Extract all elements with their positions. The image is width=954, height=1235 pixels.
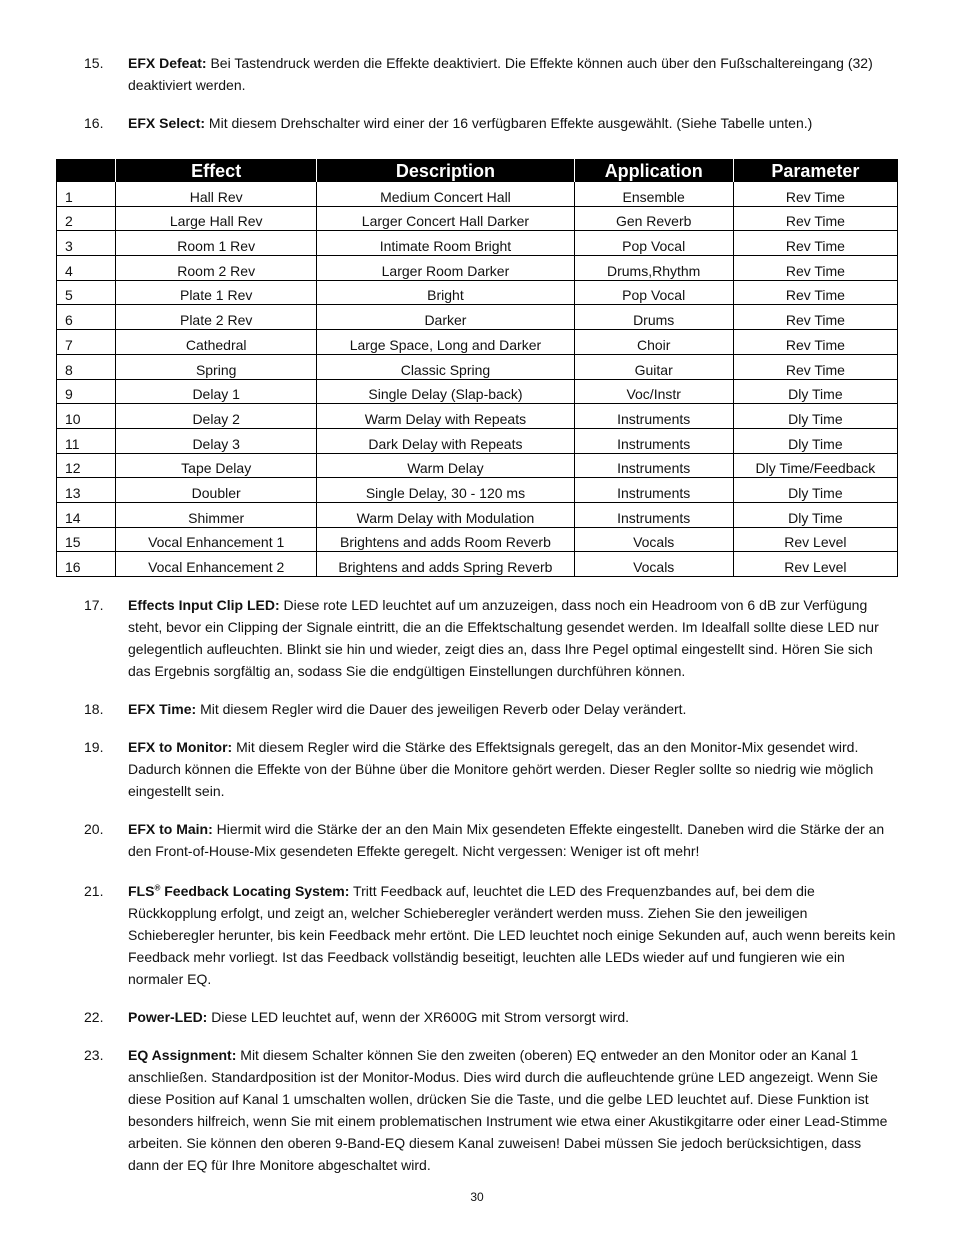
page-number: 30 <box>470 1190 484 1204</box>
parameter-cell: Dly Time <box>733 428 897 453</box>
parameter-cell: Rev Time <box>733 354 897 379</box>
effect-cell: Delay 3 <box>116 428 317 453</box>
item-text <box>128 594 896 682</box>
table-row <box>57 527 898 552</box>
effect-cell: Shimmer <box>116 502 317 527</box>
description-cell: Intimate Room Bright <box>317 231 574 256</box>
parameter-cell: Rev Time <box>733 231 897 256</box>
item-body: Mit diesem Regler wird die Stärke des Effektsignals geregelt, das an den Monitor-Mix gesendet wird. Dadurch können die Effekte von der Bühne über die Monitore gehört werden. Dieser Regler sollte so niedrig wie möglich eingestellt sein. <box>128 739 874 799</box>
table-row <box>57 453 898 478</box>
description-cell: Dark Delay with Repeats <box>317 428 574 453</box>
effect-cell: Room 2 Rev <box>116 256 317 281</box>
item-number: 22. <box>84 1009 104 1025</box>
item-body: Diese LED leuchtet auf, wenn der XR600G mit Strom versorgt wird. <box>207 1009 630 1025</box>
item-body: Hiermit wird die Stärke der an den Main Mix gesendeten Effekte eingestellt. Daneben wird die Stärke der an den Front-of-House-Mix gesendeten Effekte geregelt. Nicht vergessen: Weniger ist oft mehr! <box>128 821 885 859</box>
table-row <box>57 305 898 330</box>
application-cell: Instruments <box>574 478 733 503</box>
item-text <box>128 736 896 802</box>
effect-cell: Doubler <box>116 478 317 503</box>
effect-cell: Delay 1 <box>116 379 317 404</box>
item-title: Effects Input Clip LED: <box>128 597 280 613</box>
item-title: EFX to Monitor: <box>128 739 233 755</box>
description-cell: Bright <box>317 280 574 305</box>
list-item-20 <box>84 818 896 862</box>
table-row <box>57 231 898 256</box>
row-number-cell: 13 <box>57 478 116 503</box>
list-item-18 <box>84 698 896 720</box>
row-number-cell: 5 <box>57 280 116 305</box>
list-item-21 <box>84 880 896 990</box>
description-cell: Single Delay (Slap-back) <box>317 379 574 404</box>
application-cell: Drums,Rhythm <box>574 256 733 281</box>
effect-cell: Vocal Enhancement 2 <box>116 552 317 577</box>
item-body: Diese rote LED leuchtet auf um anzuzeigen, dass noch ein Headroom von 6 dB zur Verfügung steht, bevor ein Clipping der Signale eintritt, die an die Effektschaltung gesendet werden. Im Idealfall sollte diese LED nur gelegentlich aufleuchten. Blinkt sie hin und wieder, zeigt dies an, dass Ihre Pegel optimal eingestellt sind. Hören Sie sich das Ergebnis sorgfältig an, sodass Sie die endgültigen Einstellungen durchführen können. <box>128 597 879 679</box>
item-title: EQ Assignment: <box>128 1047 237 1063</box>
effect-cell: Plate 1 Rev <box>116 280 317 305</box>
application-cell: Vocals <box>574 552 733 577</box>
description-cell: Darker <box>317 305 574 330</box>
application-cell: Gen Reverb <box>574 206 733 231</box>
description-cell: Warm Delay <box>317 453 574 478</box>
description-cell: Brightens and adds Spring Reverb <box>317 552 574 577</box>
table-row <box>57 256 898 281</box>
item-body: Mit diesem Regler wird die Dauer des jeweiligen Reverb oder Delay verändert. <box>196 701 687 717</box>
parameter-cell: Rev Level <box>733 552 897 577</box>
parameter-cell: Rev Time <box>733 256 897 281</box>
table-row <box>57 404 898 429</box>
row-number-cell: 16 <box>65 559 81 575</box>
description-cell: Larger Concert Hall Darker <box>317 206 574 231</box>
item-number: 15. <box>84 55 104 71</box>
row-number-cell: 9 <box>57 379 116 404</box>
item-number: 21. <box>84 883 104 899</box>
list-item-23 <box>84 1044 896 1176</box>
row-number-cell: 4 <box>57 256 116 281</box>
table-row <box>57 354 898 379</box>
item-number: 20. <box>84 821 104 837</box>
description-cell: Larger Room Darker <box>317 256 574 281</box>
table-header-row <box>57 160 898 183</box>
header-cell-description: Description <box>317 160 574 183</box>
item-text <box>128 1006 896 1028</box>
list-item-15 <box>84 52 896 96</box>
list-item-19 <box>84 736 896 802</box>
parameter-cell: Dly Time <box>733 502 897 527</box>
application-cell: Pop Vocal <box>574 280 733 305</box>
description-cell: Single Delay, 30 - 120 ms <box>317 478 574 503</box>
effect-cell: Plate 2 Rev <box>116 305 317 330</box>
table-row <box>57 428 898 453</box>
parameter-cell: Rev Time <box>733 330 897 355</box>
item-title: Power-LED: <box>128 1009 208 1025</box>
item-text <box>128 818 896 862</box>
row-number-cell: 12 <box>57 453 116 478</box>
item-text <box>128 52 896 96</box>
row-number-cell: 3 <box>57 231 116 256</box>
item-body: Mit diesem Drehschalter wird einer der 16 verfügbaren Effekte ausgewählt. (Siehe Tabelle unten.) <box>205 115 813 131</box>
table-row <box>57 552 898 577</box>
item-title <box>128 883 349 899</box>
parameter-cell: Rev Time <box>733 182 897 206</box>
table-row <box>57 182 898 206</box>
effect-cell: Vocal Enhancement 1 <box>116 527 317 552</box>
header-cell-number <box>57 160 116 183</box>
table-row <box>57 330 898 355</box>
item-number: 23. <box>84 1047 104 1063</box>
parameter-cell: Rev Level <box>733 527 897 552</box>
effects-table <box>56 159 898 577</box>
table-body <box>57 182 898 577</box>
list-item-16 <box>84 112 896 134</box>
item-text <box>128 112 896 134</box>
table-row <box>57 280 898 305</box>
row-number-cell: 11 <box>57 428 116 453</box>
item-body: Mit diesem Schalter können Sie den zweiten (oberen) EQ entweder an den Monitor oder an Kanal 1 anschließen. Standardposition ist der Monitor-Modus. Dies wird durch die aufleuchtende grüne LED angezeigt. Wenn Sie diese Position auf Kanal 1 umschalten wollen, drücken Sie die Taste, und die gelbe LED leuchtet auf. Diese Funktion ist besonders hilfreich, wenn Sie mit einem problematischen Instrument wie etwa einer Akustikgitarre oder einer Lead-Stimme arbeiten. Sie können den oberen 9-Band-EQ diesem Kanal zuweisen! Dabei müssen Sie jedoch berücksichtigen, dass dann der EQ für Ihre Monitore abgeschaltet wird. <box>128 1047 888 1173</box>
description-cell: Large Space, Long and Darker <box>317 330 574 355</box>
table-row <box>57 502 898 527</box>
effect-cell: Spring <box>116 354 317 379</box>
item-title: EFX Defeat: <box>128 55 207 71</box>
parameter-cell: Rev Time <box>733 305 897 330</box>
application-cell: Voc/Instr <box>574 379 733 404</box>
table-row <box>57 206 898 231</box>
application-cell: Choir <box>574 330 733 355</box>
description-cell: Warm Delay with Repeats <box>317 404 574 429</box>
application-cell: Ensemble <box>574 182 733 206</box>
header-cell-parameter: Parameter <box>733 160 897 183</box>
item-text <box>128 1044 896 1176</box>
item-body: Bei Tastendruck werden die Effekte deaktiviert. Die Effekte können auch über den Fußschaltereingang (32) deaktiviert werden. <box>128 55 873 93</box>
list-item-17 <box>84 594 896 682</box>
application-cell: Vocals <box>574 527 733 552</box>
row-number-cell: 2 <box>57 206 116 231</box>
item-text <box>128 880 896 990</box>
parameter-cell: Dly Time/Feedback <box>733 453 897 478</box>
parameter-cell: Dly Time <box>733 478 897 503</box>
effect-cell: Cathedral <box>116 330 317 355</box>
item-title-rest: Feedback Locating System: <box>160 883 350 899</box>
effect-cell: Room 1 Rev <box>116 231 317 256</box>
parameter-cell: Rev Time <box>733 280 897 305</box>
row-number-cell: 6 <box>57 305 116 330</box>
row-number-cell: 8 <box>57 354 116 379</box>
effect-cell: Large Hall Rev <box>116 206 317 231</box>
application-cell: Drums <box>574 305 733 330</box>
effect-cell: Tape Delay <box>116 453 317 478</box>
header-cell-effect: Effect <box>116 160 317 183</box>
header-cell-application: Application <box>574 160 733 183</box>
parameter-cell: Rev Time <box>733 206 897 231</box>
row-number-cell: 10 <box>57 404 116 429</box>
list-item-22 <box>84 1006 896 1028</box>
description-cell: Warm Delay with Modulation <box>317 502 574 527</box>
row-number-cell: 1 <box>57 182 116 206</box>
row-number-cell: 7 <box>57 330 116 355</box>
application-cell: Guitar <box>574 354 733 379</box>
application-cell: Pop Vocal <box>574 231 733 256</box>
application-cell: Instruments <box>574 404 733 429</box>
item-number: 17. <box>84 597 104 613</box>
description-cell: Medium Concert Hall <box>317 182 574 206</box>
row-number-cell: 15 <box>57 527 116 552</box>
registered-mark: ® <box>154 883 161 893</box>
item-text <box>128 698 896 720</box>
application-cell: Instruments <box>574 502 733 527</box>
effect-cell: Hall Rev <box>116 182 317 206</box>
item-number: 18. <box>84 701 104 717</box>
application-cell: Instruments <box>574 453 733 478</box>
table-row <box>57 379 898 404</box>
item-title: EFX to Main: <box>128 821 213 837</box>
description-cell: Classic Spring <box>317 354 574 379</box>
item-number: 19. <box>84 739 104 755</box>
item-title: EFX Time: <box>128 701 197 717</box>
item-title: EFX Select: <box>128 115 206 131</box>
item-number: 16. <box>84 115 104 131</box>
item-body: Tritt Feedback auf, leuchtet die LED des Frequenzbandes auf, bei dem die Rückkopplung erfolgt, und zeigt an, welcher Schieberegler verändert werden muss. Ziehen Sie den jeweiligen Schieberegler herunter, bis kein Feedback mehr ertönt. Die LED leuchtet noch einige Sekunden auf, auch wenn bereits kein Feedback mehr vorliegt. Ist das Feedback vollständig beseitigt, leuchten alle LEDs wieder auf und fungieren wie ein normaler EQ. <box>128 883 896 987</box>
parameter-cell: Dly Time <box>733 404 897 429</box>
application-cell: Instruments <box>574 428 733 453</box>
item-title-fls: FLS <box>128 883 155 899</box>
description-cell: Brightens and adds Room Reverb <box>317 527 574 552</box>
parameter-cell: Dly Time <box>733 379 897 404</box>
table-row <box>57 478 898 503</box>
row-number-cell: 14 <box>57 502 116 527</box>
effect-cell: Delay 2 <box>116 404 317 429</box>
